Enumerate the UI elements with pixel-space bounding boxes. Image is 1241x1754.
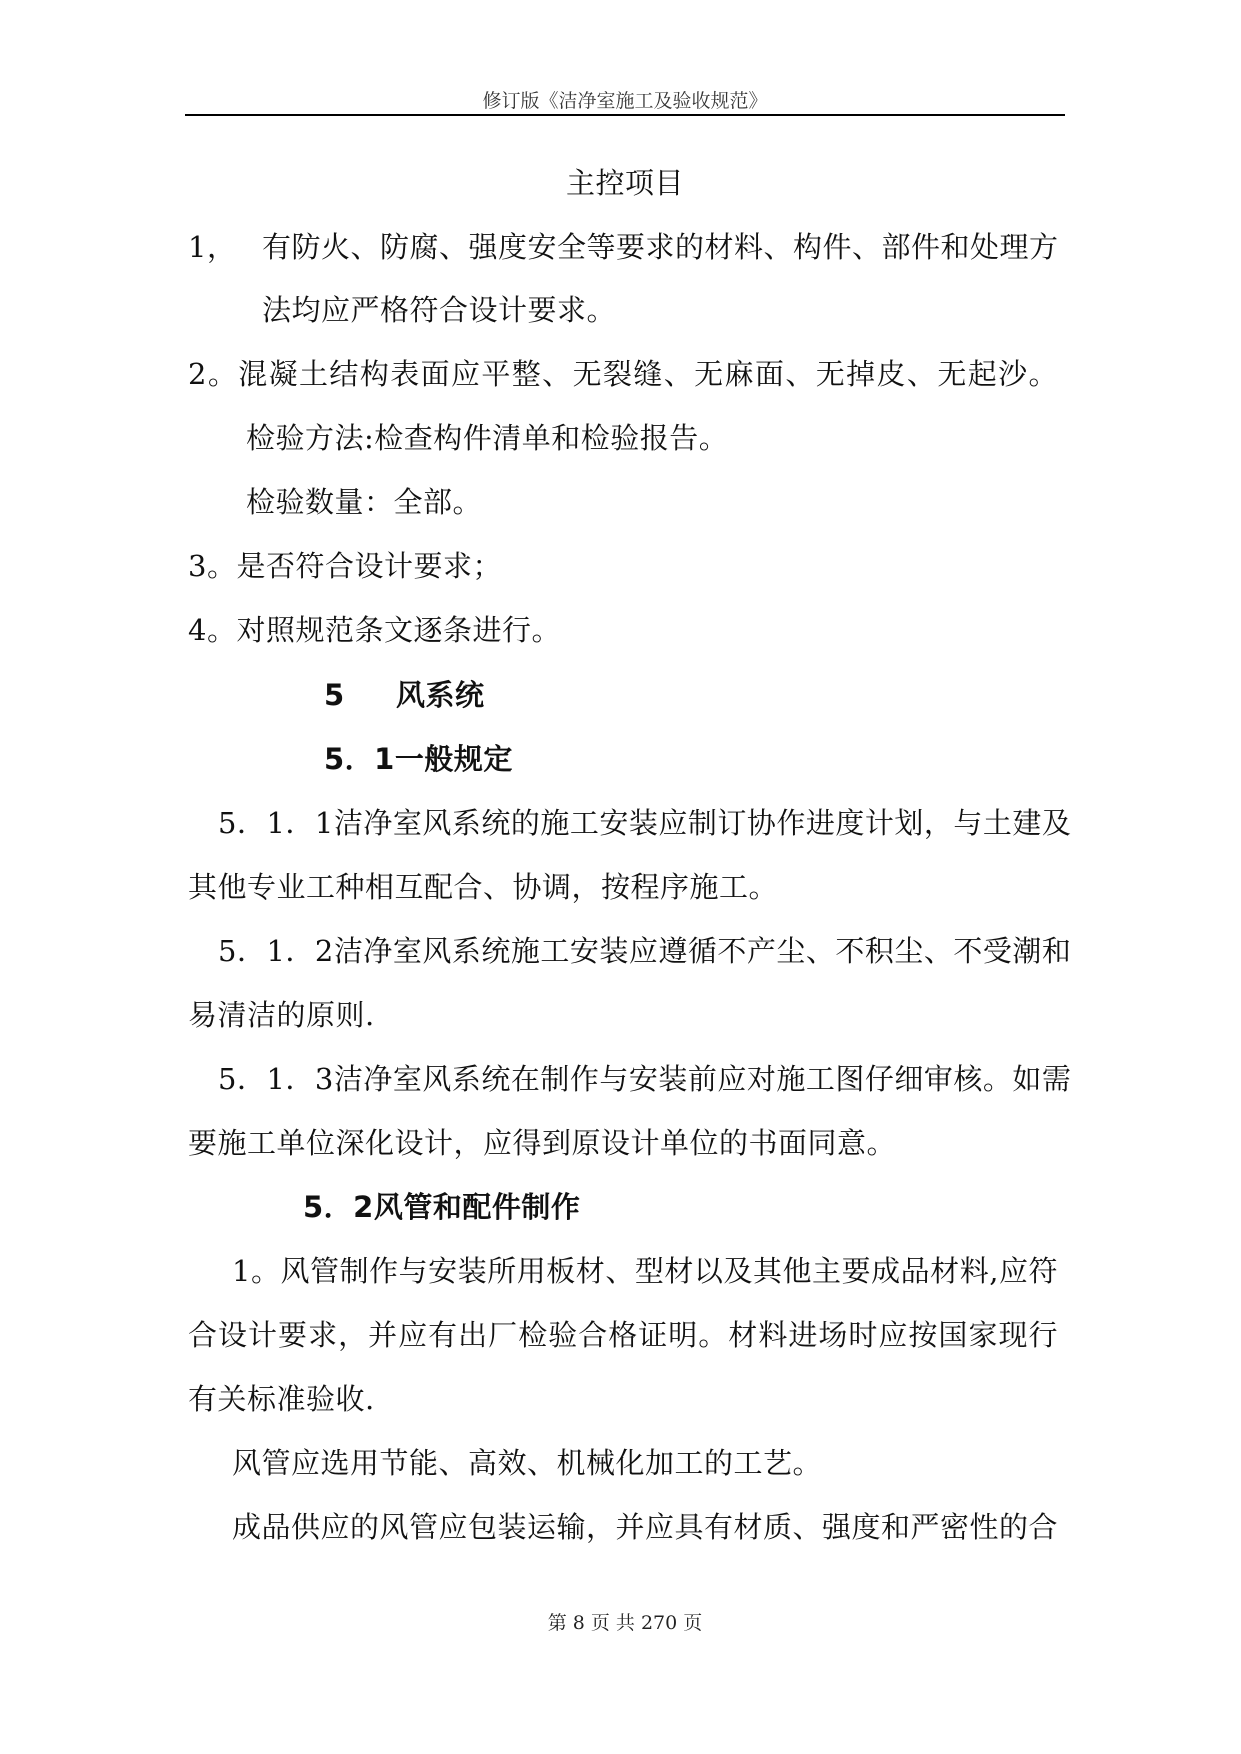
para-5-1-1-line-1: 5．1．1洁净室风系统的施工安装应制订协作进度计划，与土建及 (218, 806, 1072, 840)
header-divider (185, 114, 1065, 116)
item-3: 3。是否符合设计要求； (188, 549, 502, 583)
section-heading: 主控项目 (565, 166, 684, 200)
para-5-1-3-line-2: 要施工单位深化设计，应得到原设计单位的书面同意。 (188, 1126, 897, 1160)
inspection-method: 检验方法:检查构件清单和检验报告。 (246, 421, 729, 455)
section-5-2-heading: 5．2风管和配件制作 (303, 1190, 581, 1224)
item-4: 4。对照规范条文逐条进行。 (188, 613, 561, 647)
item-1-line-1: 有防火、防腐、强度安全等要求的材料、构件、部件和处理方 (262, 230, 1059, 264)
item-2: 2。混凝土结构表面应平整、无裂缝、无麻面、无掉皮、无起沙。 (188, 357, 1058, 391)
chapter-number: 5 (324, 678, 345, 712)
header-title: 修订版《洁净室施工及验收规范》 (482, 90, 768, 112)
item-1-number: 1， (188, 230, 237, 264)
chapter-title: 风系统 (396, 678, 485, 712)
para-5-1-2-line-1: 5．1．2洁净室风系统施工安装应遵循不产尘、不积尘、不受潮和 (218, 934, 1072, 968)
para-5-2-1-line-3: 有关标准验收. (188, 1382, 375, 1416)
section-5-1-heading: 5．1一般规定 (324, 742, 513, 776)
item-1-line-2: 法均应严格符合设计要求。 (262, 293, 617, 327)
para-5-1-2-line-2: 易清洁的原则. (188, 998, 375, 1032)
para-5-1-1-line-2: 其他专业工种相互配合、协调，按程序施工。 (188, 870, 779, 904)
para-5-2-1-line-1: 1。风管制作与安装所用板材、型材以及其他主要成品材料,应符 (232, 1254, 1058, 1288)
para-5-1-3-line-1: 5．1．3洁净室风系统在制作与安装前应对施工图仔细审核。如需 (218, 1062, 1072, 1096)
para-5-2-1-line-2: 合设计要求，并应有出厂检验合格证明。材料进场时应按国家现行 (188, 1318, 1058, 1352)
page-number-footer: 第 8 页 共 270 页 (547, 1612, 703, 1634)
inspection-quantity: 检验数量：全部。 (246, 485, 483, 519)
para-5-2-2: 风管应选用节能、高效、机械化加工的工艺。 (232, 1446, 823, 1480)
para-5-2-3-line-1: 成品供应的风管应包装运输，并应具有材质、强度和严密性的合 (232, 1510, 1059, 1544)
